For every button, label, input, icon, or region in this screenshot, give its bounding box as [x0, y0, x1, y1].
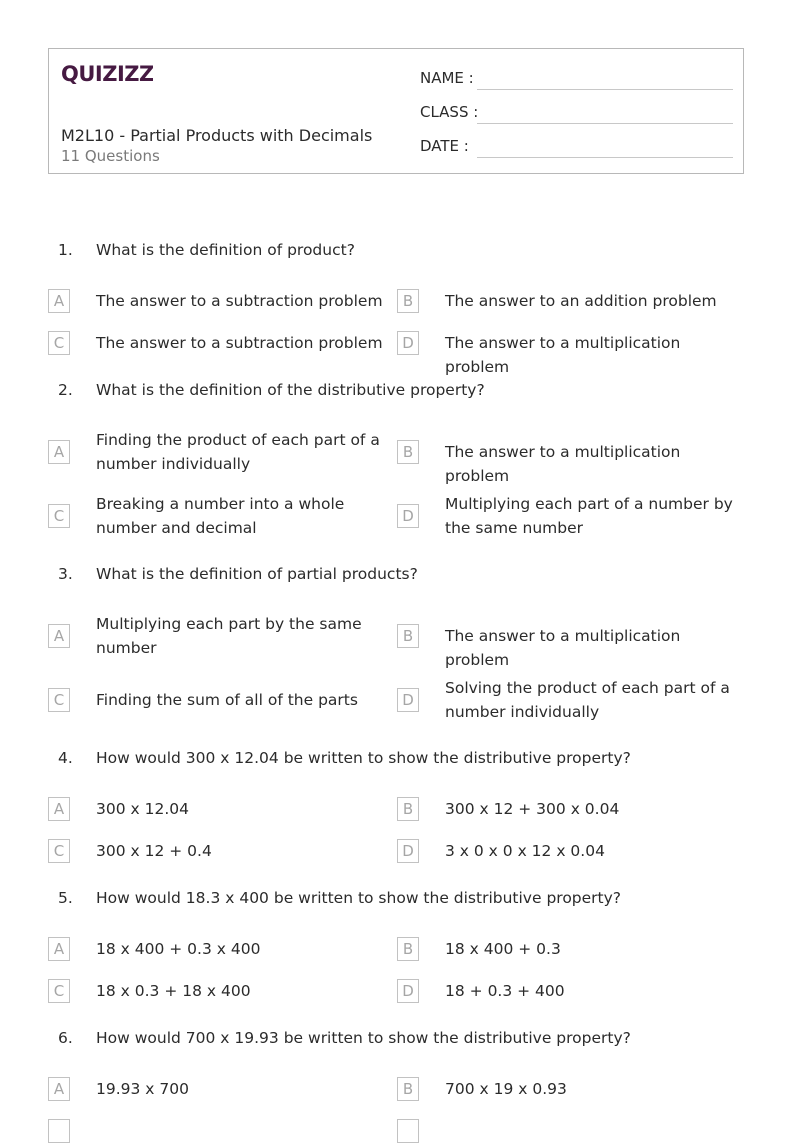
- option-text: Finding the product of each part of a number individually: [96, 431, 380, 473]
- date-label: DATE :: [420, 137, 469, 155]
- question-number: 6.: [58, 1029, 73, 1047]
- option-letter-box[interactable]: C: [48, 979, 70, 1003]
- option-text: 300 x 12 + 0.4: [96, 842, 212, 860]
- option-letter-box[interactable]: A: [48, 1077, 70, 1101]
- option-text: 18 x 400 + 0.3: [445, 940, 561, 958]
- option-letter-box[interactable]: D: [397, 839, 419, 863]
- option-letter-box[interactable]: C: [48, 688, 70, 712]
- name-line[interactable]: [477, 89, 733, 90]
- option-letter-box[interactable]: A: [48, 937, 70, 961]
- question-number: 4.: [58, 749, 73, 767]
- option-text: 18 + 0.3 + 400: [445, 982, 565, 1000]
- option-letter-box[interactable]: C: [48, 331, 70, 355]
- question-text: How would 700 x 19.93 be written to show the distributive property?: [96, 1029, 631, 1047]
- question-text: What is the definition of the distributive property?: [96, 381, 485, 399]
- option-letter-box[interactable]: B: [397, 440, 419, 464]
- option-text: 19.93 x 700: [96, 1080, 189, 1098]
- option-letter-box[interactable]: B: [397, 1077, 419, 1101]
- option-letter-box[interactable]: A: [48, 624, 70, 648]
- option-text: The answer to a subtraction problem: [96, 292, 383, 310]
- option-text: 18 x 0.3 + 18 x 400: [96, 982, 251, 1000]
- question-number: 3.: [58, 565, 73, 583]
- question-number: 1.: [58, 241, 73, 259]
- option-text: Finding the sum of all of the parts: [96, 691, 358, 709]
- option-text: Breaking a number into a whole number and decimal: [96, 495, 345, 537]
- option-letter-box[interactable]: A: [48, 440, 70, 464]
- date-line[interactable]: [477, 157, 733, 158]
- option-text: The answer to a subtraction problem: [96, 334, 383, 352]
- option-text: 300 x 12 + 300 x 0.04: [445, 800, 620, 818]
- question-count: 11 Questions: [61, 147, 160, 165]
- svg-text:QUIZIZZ: QUIZIZZ: [61, 62, 153, 86]
- option-text: Multiplying each part by the same number: [96, 615, 362, 657]
- question-text: What is the definition of product?: [96, 241, 355, 259]
- option-letter-box[interactable]: D: [397, 331, 419, 355]
- option-letter-box[interactable]: B: [397, 797, 419, 821]
- option-letter-box[interactable]: B: [397, 289, 419, 313]
- option-letter-box[interactable]: A: [48, 289, 70, 313]
- option-text: Solving the product of each part of a number individually: [445, 679, 730, 721]
- option-letter-box[interactable]: C: [48, 839, 70, 863]
- option-letter-box[interactable]: C: [48, 504, 70, 528]
- option-text: The answer to a multiplication problem: [445, 443, 681, 485]
- worksheet-header: [48, 48, 744, 174]
- name-label: NAME :: [420, 69, 474, 87]
- option-letter-box[interactable]: A: [48, 797, 70, 821]
- option-letter-box[interactable]: B: [397, 624, 419, 648]
- option-letter-box[interactable]: D: [397, 504, 419, 528]
- option-letter-box[interactable]: D: [397, 979, 419, 1003]
- question-text: How would 18.3 x 400 be written to show the distributive property?: [96, 889, 622, 907]
- option-text: The answer to a multiplication problem: [445, 627, 681, 669]
- question-text: How would 300 x 12.04 be written to show the distributive property?: [96, 749, 631, 767]
- option-text: The answer to an addition problem: [445, 292, 717, 310]
- quizizz-logo: [61, 59, 153, 91]
- option-letter-box[interactable]: D: [397, 688, 419, 712]
- option-text: 700 x 19 x 0.93: [445, 1080, 567, 1098]
- question-number: 5.: [58, 889, 73, 907]
- question-number: 2.: [58, 381, 73, 399]
- question-text: What is the definition of partial products?: [96, 565, 418, 583]
- option-text: The answer to a multiplication problem: [445, 334, 681, 376]
- option-text: Multiplying each part of a number by the same number: [445, 495, 733, 537]
- class-line[interactable]: [477, 123, 733, 124]
- worksheet-title: M2L10 - Partial Products with Decimals: [61, 126, 373, 145]
- option-text: 3 x 0 x 0 x 12 x 0.04: [445, 842, 605, 860]
- option-letter-box[interactable]: B: [397, 937, 419, 961]
- class-label: CLASS :: [420, 103, 479, 121]
- option-text: 300 x 12.04: [96, 800, 189, 818]
- option-text: 18 x 400 + 0.3 x 400: [96, 940, 261, 958]
